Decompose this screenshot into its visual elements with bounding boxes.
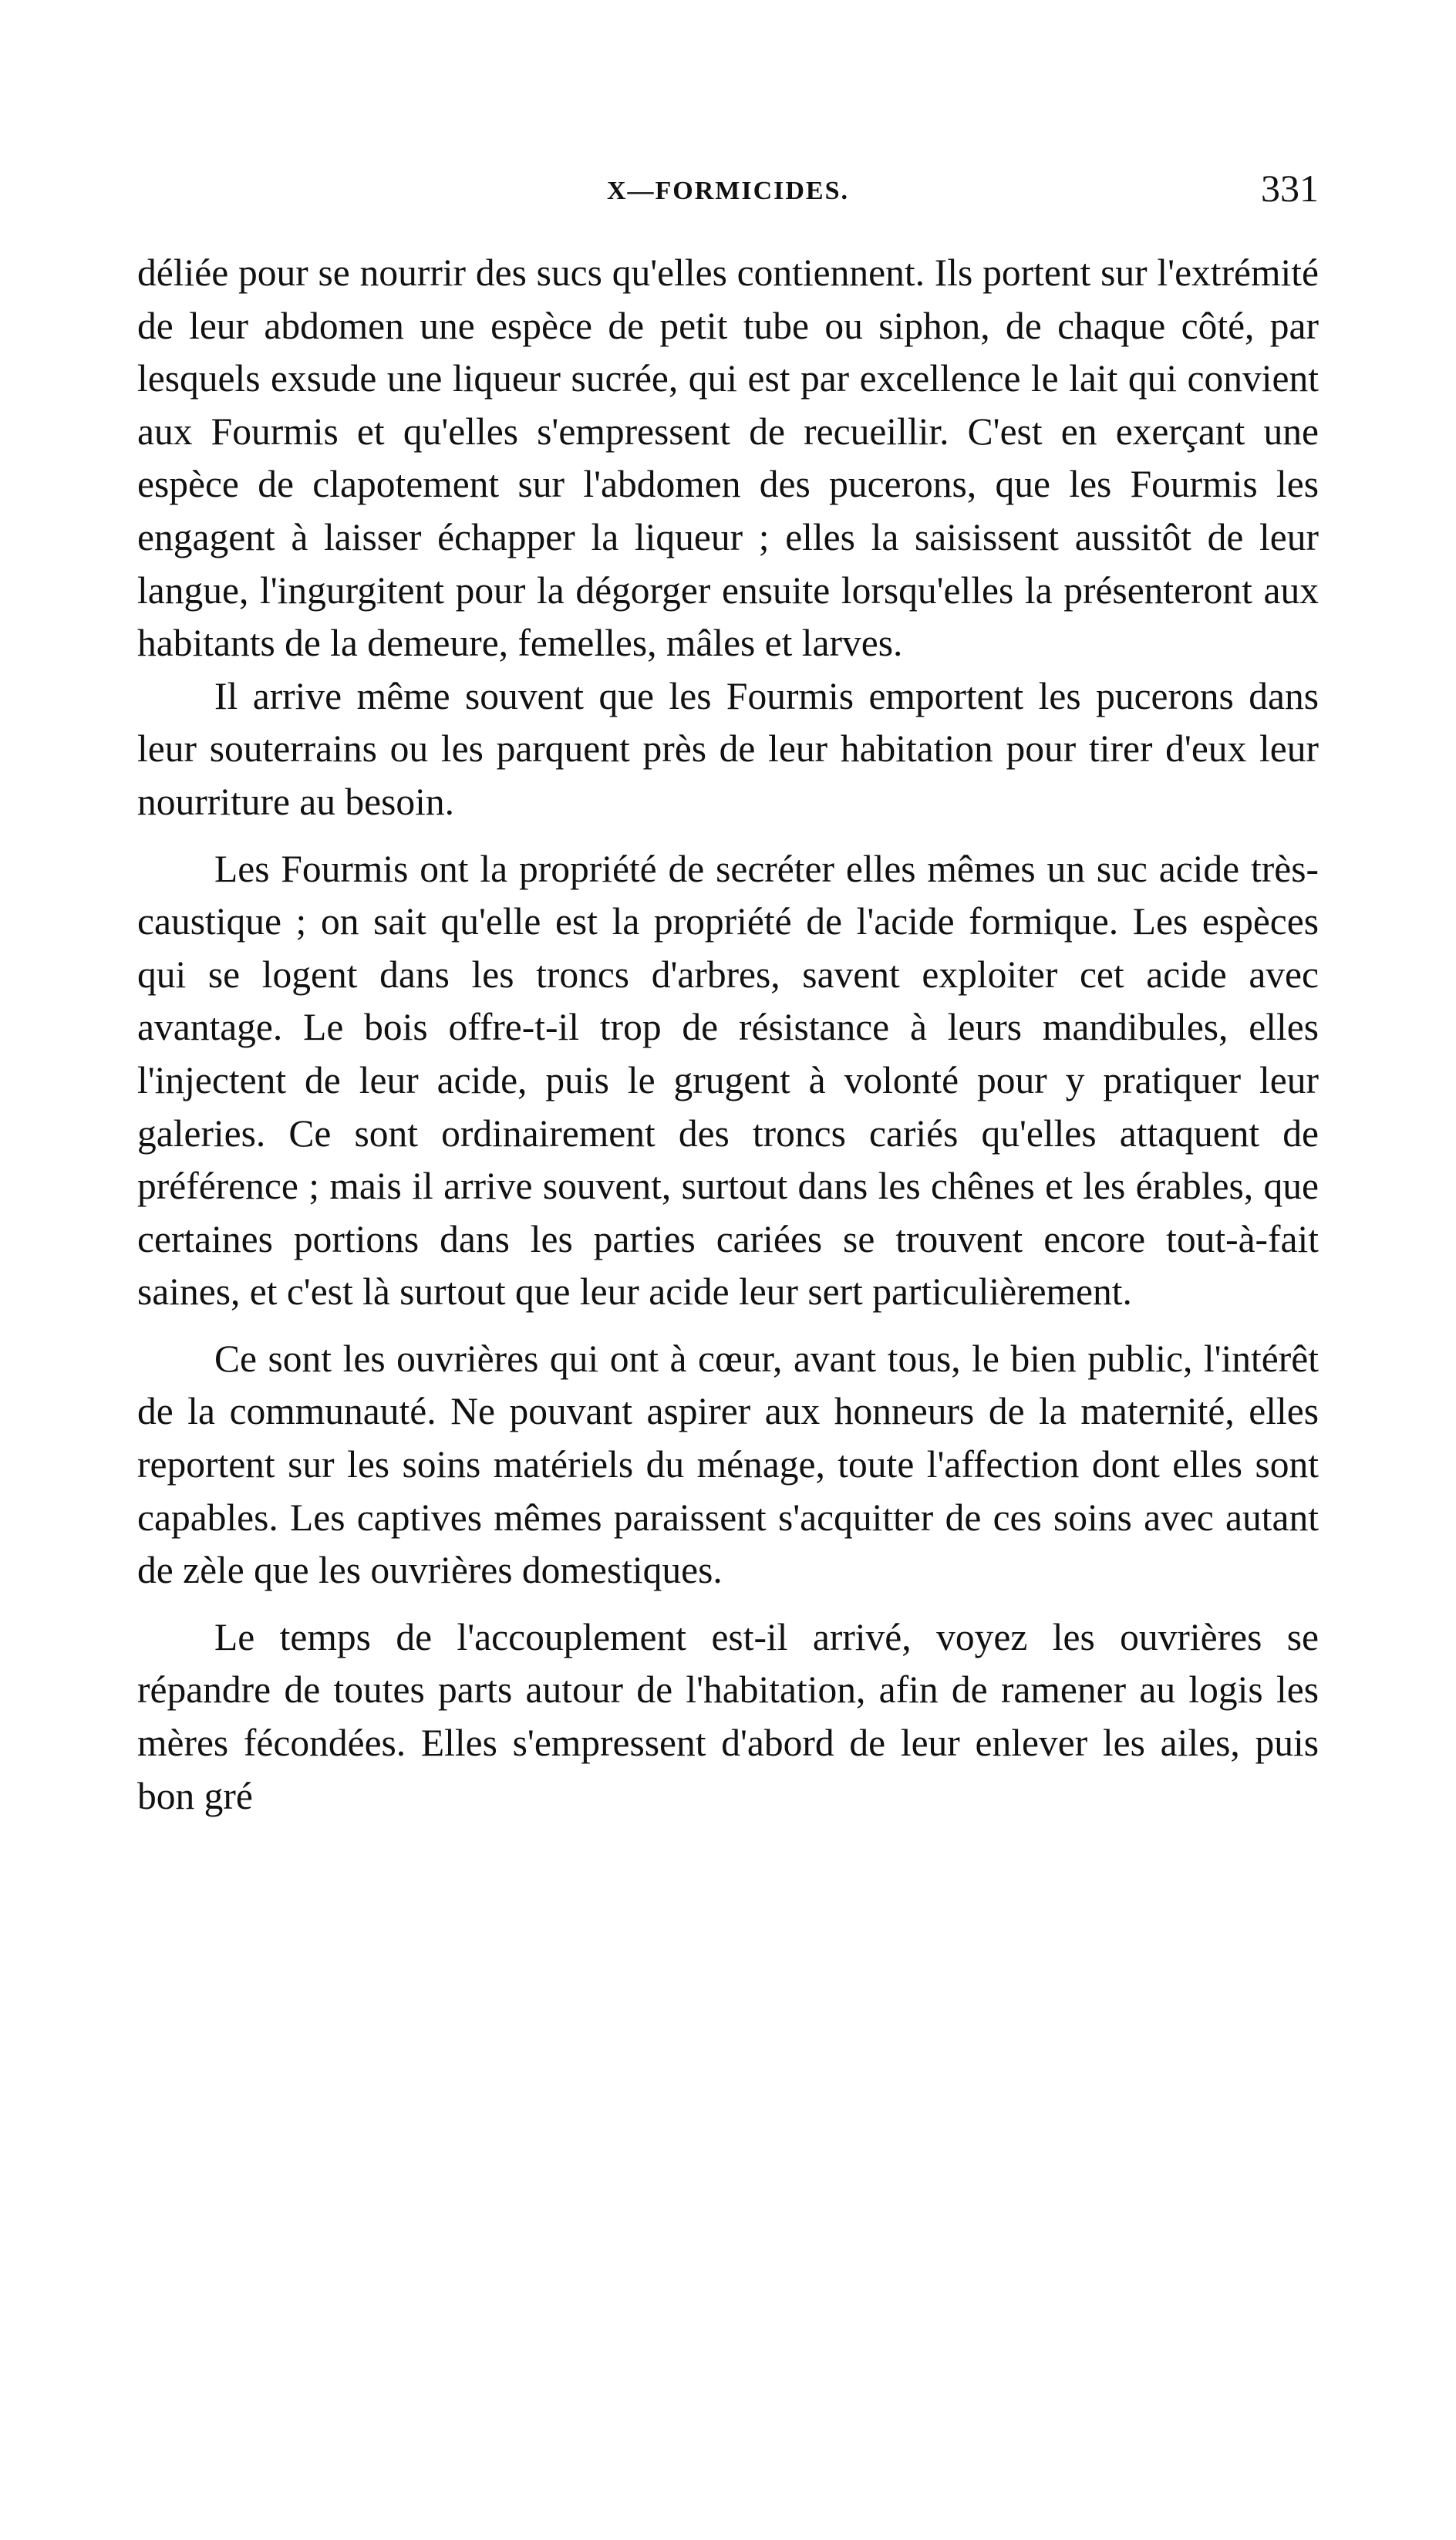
body-text bbox=[137, 247, 1319, 1823]
paragraph: Le temps de l'accouplement est-il arrivé, voyez les ouvrières se répandre de toutes parts autour de l'habitation, afin de ramener au logis les mères fécondées. Elles s'empressent d'abord de leur enlever les ailes, puis bon gré bbox=[137, 1615, 1319, 1817]
paragraph: Ce sont les ouvrières qui ont à cœur, avant tous, le bien public, l'intérêt de la communauté. Ne pouvant aspirer aux honneurs de la maternité, elles reportent sur les soins matériels du ménage, toute l'affection dont elles sont capables. Les captives mêmes paraissent s'acquitter de ces soins avec autant de zèle que les ouvrières domestiques. bbox=[137, 1337, 1319, 1592]
page-number: 331 bbox=[1261, 167, 1319, 210]
running-header bbox=[137, 166, 1319, 212]
paragraph-continued: déliée pour se nourrir des sucs qu'elles contiennent. Ils portent sur l'extrémité de leur abdomen une espèce de petit tube ou siphon, de chaque côté, par lesquels exsude une liqueur sucrée, qui est par excellence le lait qui convient aux Fourmis et qu'elles s'empressent de recueillir. C'est en exerçant une espèce de clapotement sur l'abdomen des pucerons, que les Fourmis les engagent à laisser échapper la liqueur ; elles la saisissent aussitôt de leur langue, l'ingurgitent pour la dégorger ensuite lorsqu'elles la présenteront aux habitants de la demeure, femelles, mâles et larves. bbox=[137, 251, 1319, 665]
paragraph: Les Fourmis ont la propriété de secréter elles mêmes un suc acide très-caustique ; on sait qu'elle est la propriété de l'acide formique. Les espèces qui se logent dans les troncs d'arbres, savent exploiter cet acide avec avantage. Le bois offre-t-il trop de résistance à leurs mandibules, elles l'injectent de leur acide, puis le grugent à volonté pour y pratiquer leur galeries. Ce sont ordinairement des troncs cariés qu'elles attaquent de préférence ; mais il arrive souvent, surtout dans les chênes et les érables, que certaines portions dans les parties cariées se trouvent encore tout-à-fait saines, et c'est là surtout que leur acide leur sert particulièrement. bbox=[137, 847, 1319, 1314]
chapter-title: X—FORMICIDES. bbox=[606, 177, 850, 205]
paragraph: Il arrive même souvent que les Fourmis emportent les pucerons dans leur souterrains ou les parquent près de leur habitation pour tirer d'eux leur nourriture au besoin. bbox=[137, 674, 1319, 823]
